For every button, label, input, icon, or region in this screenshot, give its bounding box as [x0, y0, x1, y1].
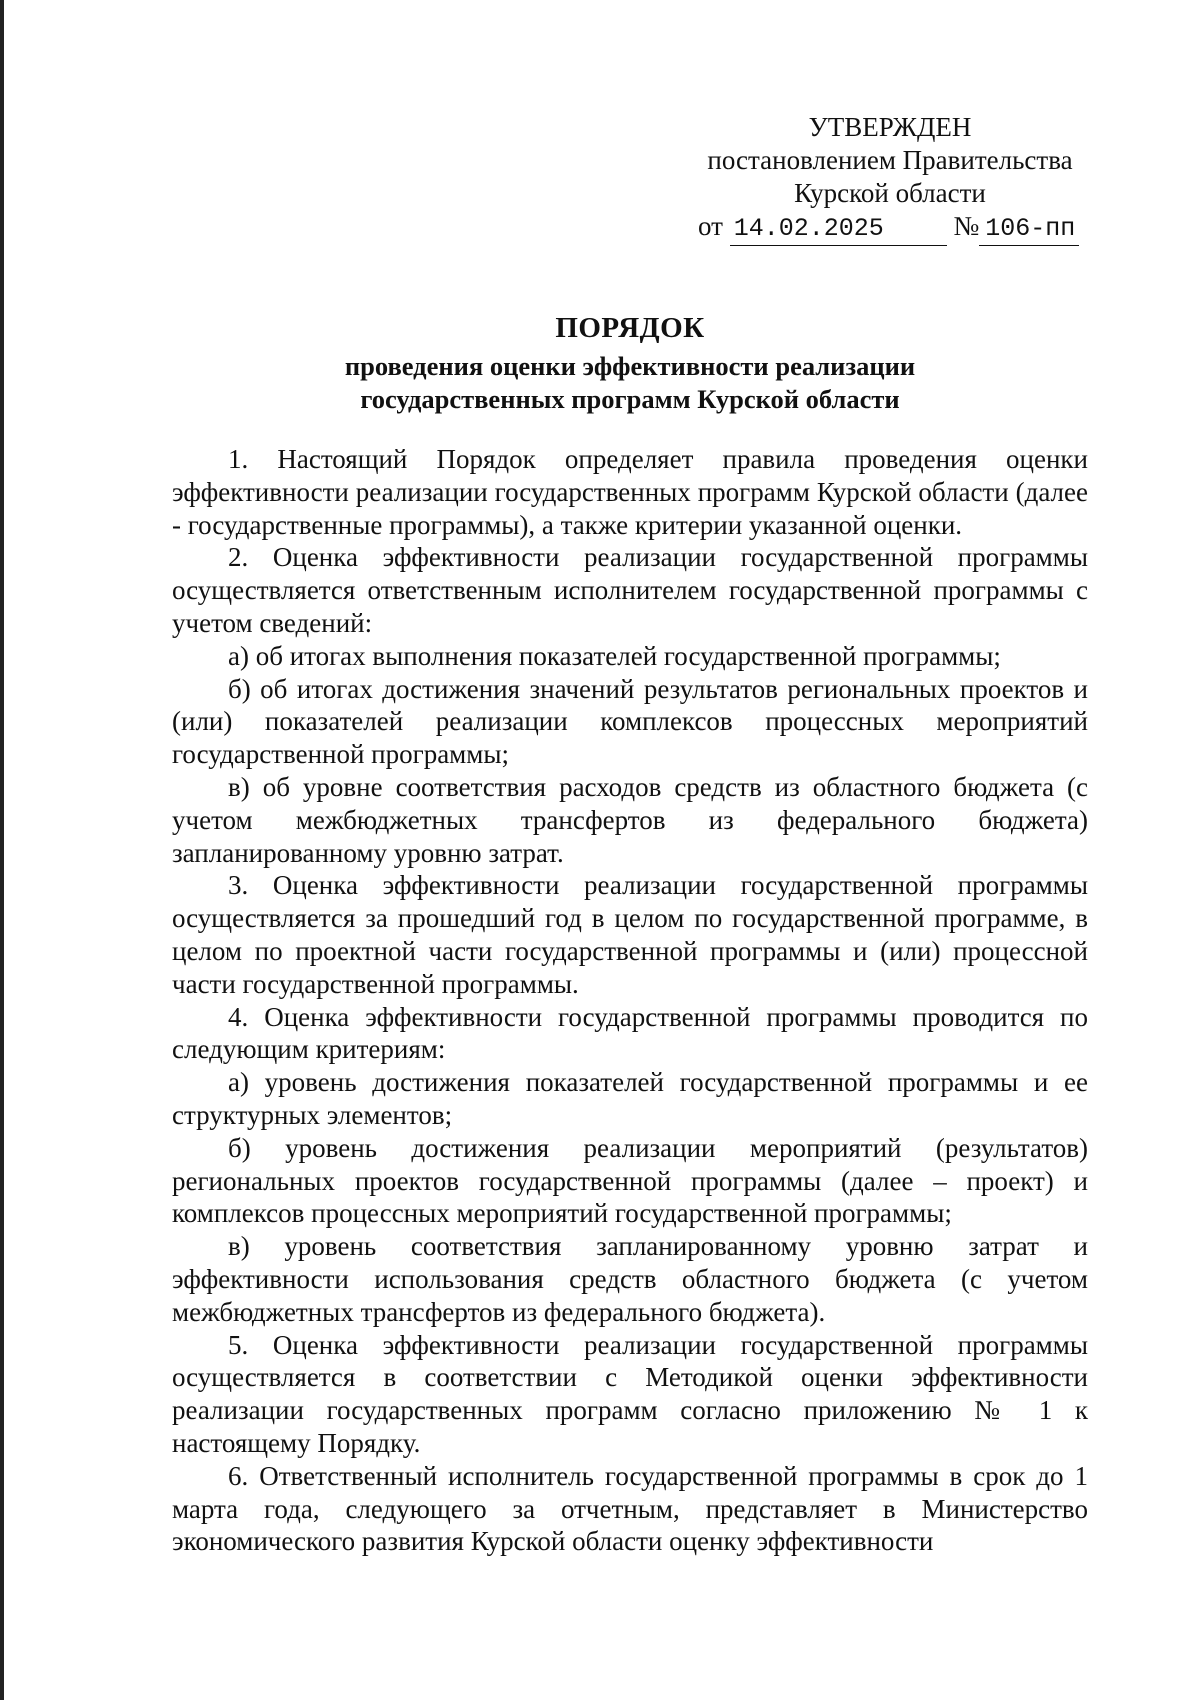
scan-edge [0, 0, 4, 1700]
approval-stamp [690, 111, 1090, 246]
document-title-block [170, 306, 1090, 416]
approval-number: 106-пп [979, 212, 1079, 246]
paragraph-4: 4. Оценка эффективности государственной программы проводится по следующим критериям: [172, 1001, 1088, 1065]
number-prefix: № [953, 211, 980, 241]
paragraph-2c: в) об уровне соответствия расходов средств из областного бюджета (с учетом межбюджетных трансфертов из федерального бюджета) запланированному уровню затрат. [172, 771, 1088, 868]
paragraph-4b: б) уровень достижения реализации мероприятий (результатов) региональных проектов государственной программы (далее – проект) и комплексов процессных мероприятий государственной программы; [172, 1132, 1088, 1229]
paragraph-6: 6. Ответственный исполнитель государственной программы в срок до 1 марта года, следующего за отчетным, представляет в Министерство экономического развития Курской области оценку эффективности [172, 1460, 1088, 1557]
date-prefix: от [698, 211, 723, 241]
approval-line-2: Курской области [794, 178, 986, 208]
document-body [172, 443, 1088, 1558]
document-subtitle-line-1: проведения оценки эффективности реализации [344, 351, 916, 381]
approval-date-row [698, 210, 1090, 246]
approval-title: УТВЕРЖДЕН [808, 112, 972, 142]
document-subtitle-line-2: государственных программ Курской области [360, 384, 900, 414]
approval-date: 14.02.2025 [730, 212, 947, 246]
paragraph-1: 1. Настоящий Порядок определяет правила проведения оценки эффективности реализации государственных программ Курской области (далее - государственные программы), а также критерии указанной оценки. [172, 444, 1088, 540]
paragraph-2a: а) об итогах выполнения показателей государственной программы; [228, 640, 1001, 671]
document-title: ПОРЯДОК [555, 312, 705, 344]
paragraph-3: 3. Оценка эффективности реализации государственной программы осуществляется за прошедший год в целом по государственной программе, в целом по проектной части государственной программы и (или) процессной части государственной программы. [172, 870, 1088, 999]
paragraph-2: 2. Оценка эффективности реализации государственной программы осуществляется ответственным исполнителем государственной программы с учетом сведений: [172, 542, 1088, 638]
approval-line-1: постановлением Правительства [707, 145, 1073, 175]
paragraph-5: 5. Оценка эффективности реализации государственной программы осуществляется в соответствии с Методикой оценки эффективности реализации государственных программ согласно приложению № 1 к настоящему Порядку. [172, 1329, 1088, 1458]
paragraph-4a: а) уровень достижения показателей государственной программы и ее структурных элементов; [172, 1067, 1088, 1130]
paragraph-2b: б) об итогах достижения значений результатов региональных проектов и (или) показателей реализации комплексов процессных мероприятий государственной программы; [172, 673, 1088, 770]
paragraph-4c: в) уровень соответствия запланированному уровню затрат и эффективности использования средств областного бюджета (с учетом межбюджетных трансфертов из федерального бюджета). [172, 1231, 1088, 1327]
